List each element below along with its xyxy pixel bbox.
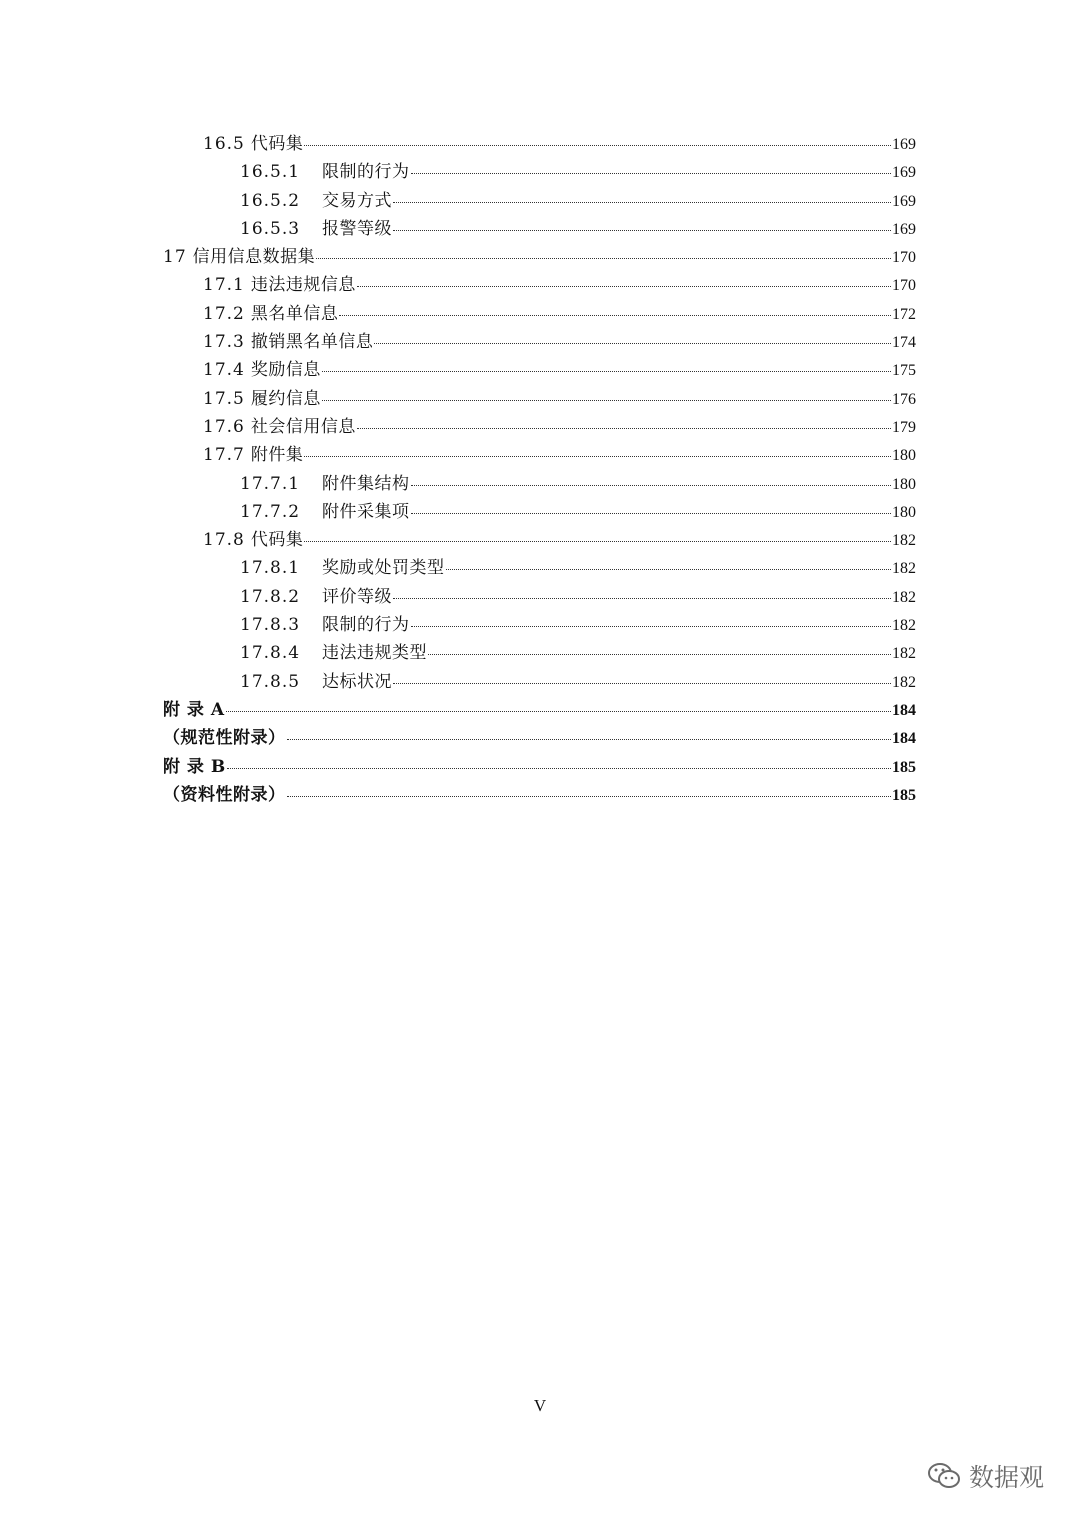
toc-entry-page: 180 [892, 503, 916, 521]
toc-entry-number: 17.8 [203, 530, 245, 551]
toc-entry-page: 170 [892, 249, 916, 267]
toc-entry-page: 169 [892, 220, 916, 238]
toc-entry-title: 报警等级 [322, 218, 392, 239]
toc-entry-title: 附 录 A [163, 699, 225, 720]
toc-entry[interactable] [163, 554, 916, 582]
toc-entry[interactable] [163, 470, 916, 498]
toc-entry-title: 限制的行为 [322, 162, 410, 183]
toc-entry-title: 达标状况 [322, 671, 392, 692]
toc-leader-dots [411, 513, 892, 514]
watermark [927, 1458, 1044, 1494]
toc-entry-number: 17.8.4 [240, 643, 301, 664]
toc-leader-dots [226, 711, 891, 712]
toc-entry-number: 16.5.2 [240, 190, 301, 211]
toc-entry-title: 附 录 B [163, 756, 226, 777]
toc-entry-title: 黑名单信息 [250, 303, 339, 324]
toc-entry-title: 交易方式 [322, 190, 392, 211]
toc-entry-title: 评价等级 [322, 586, 392, 607]
toc-entry-number: 16.5 [203, 134, 245, 154]
toc-entry-number: 17.5 [203, 388, 245, 409]
toc-leader-dots [393, 683, 891, 684]
toc-entry-page: 169 [892, 192, 916, 210]
toc-entry-title: 违法违规信息 [250, 275, 356, 296]
toc-entry-title: 社会信用信息 [250, 416, 356, 437]
toc-entry-page: 184 [892, 701, 916, 719]
toc-entry[interactable] [163, 158, 916, 186]
toc-leader-dots [393, 598, 891, 599]
toc-leader-dots [316, 258, 891, 259]
toc-entry-number: 17.8.2 [240, 586, 301, 607]
toc-leader-dots [393, 230, 891, 231]
toc-leader-dots [411, 485, 892, 486]
toc-entry-page: 170 [892, 277, 916, 295]
toc-entry-page: 176 [892, 390, 916, 408]
toc-entry-number: 17.1 [203, 275, 245, 296]
toc-leader-dots [287, 796, 892, 797]
toc-entry-title: 代码集 [250, 530, 304, 551]
toc-entry-page: 185 [892, 786, 916, 804]
wechat-icon [927, 1461, 961, 1491]
toc-entry[interactable] [163, 385, 916, 413]
toc-entry-page: 172 [892, 305, 916, 323]
toc-entry-page: 174 [892, 334, 916, 352]
page-number: V [533, 1396, 547, 1415]
toc-entry-number: 17.8.3 [240, 615, 301, 636]
toc-entry[interactable] [163, 753, 916, 781]
toc-leader-dots [411, 173, 892, 174]
toc-entry-page: 175 [892, 362, 916, 380]
toc-entry[interactable] [163, 441, 916, 469]
toc-entry-title: 限制的行为 [322, 615, 410, 636]
toc-leader-dots [357, 286, 891, 287]
toc-entry[interactable] [163, 668, 916, 696]
toc-leader-dots [304, 456, 891, 457]
toc-entry[interactable] [163, 356, 916, 384]
toc-entry-title: 附件采集项 [322, 501, 410, 522]
toc-entry-page: 169 [892, 164, 916, 182]
toc-entry[interactable] [163, 187, 916, 215]
toc-entry-title: 奖励信息 [250, 360, 321, 381]
toc-leader-dots [304, 145, 891, 146]
toc-entry-title: 附件集 [250, 445, 304, 466]
toc-entry[interactable] [163, 130, 916, 158]
toc-entry-title: 代码集 [250, 134, 304, 154]
toc-leader-dots [322, 371, 891, 372]
toc-entry-title: 信用信息数据集 [192, 247, 316, 268]
toc-entry[interactable] [163, 271, 916, 299]
toc-leader-dots [287, 739, 892, 740]
toc-entry-page: 182 [892, 560, 916, 578]
toc-entry-page: 180 [892, 475, 916, 493]
toc-entry-number: 17.8.1 [240, 558, 301, 579]
toc-entry-title: 附件集结构 [322, 473, 410, 494]
toc-entry-page: 169 [892, 136, 916, 153]
toc-leader-dots [393, 202, 891, 203]
toc-entry-title: 奖励或处罚类型 [322, 558, 445, 579]
toc-entry[interactable] [163, 639, 916, 667]
toc-entry-page: 180 [892, 447, 916, 465]
toc-entry-number: 17 [163, 247, 187, 268]
toc-entry[interactable] [163, 526, 916, 554]
toc-entry[interactable] [163, 243, 916, 271]
toc-entry-number: 17.7.1 [240, 473, 301, 494]
toc-entry[interactable] [163, 328, 916, 356]
toc-entry[interactable] [163, 696, 916, 724]
toc-leader-dots [374, 343, 891, 344]
toc-entry-number: 16.5.1 [240, 162, 301, 183]
toc-leader-dots [339, 315, 891, 316]
toc-entry-number: 17.7 [203, 445, 245, 466]
toc-entry-page: 182 [892, 532, 916, 550]
toc-leader-dots [304, 541, 891, 542]
toc-entry-title: 违法违规类型 [322, 643, 427, 664]
toc-leader-dots [446, 569, 892, 570]
toc-entry[interactable] [163, 611, 916, 639]
toc-leader-dots [428, 654, 891, 655]
toc-entry-page: 182 [892, 673, 916, 691]
toc-entry-page: 182 [892, 617, 916, 635]
toc-entry[interactable] [163, 300, 916, 328]
toc-leader-dots [357, 428, 891, 429]
toc-entry-page: 182 [892, 645, 916, 663]
toc-leader-dots [411, 626, 892, 627]
toc-entry-page: 179 [892, 418, 916, 436]
toc-entry-number: 17.6 [203, 416, 245, 437]
toc-entry-page: 185 [892, 758, 916, 776]
toc-entry[interactable] [163, 724, 916, 752]
toc-entry-page: 184 [892, 730, 916, 748]
toc-entry[interactable] [163, 413, 916, 441]
toc-entry-number: 17.4 [203, 360, 245, 381]
toc-leader-dots [322, 400, 891, 401]
toc-entry-title: 撤销黑名单信息 [250, 332, 374, 353]
toc-entry[interactable] [163, 781, 916, 809]
toc-leader-dots [227, 768, 891, 769]
toc-entry[interactable] [163, 498, 916, 526]
watermark-text: 数据观 [968, 1463, 1044, 1492]
toc-entry-number: 17.2 [203, 303, 245, 324]
toc-entry[interactable] [163, 215, 916, 243]
toc-entry-number: 17.7.2 [240, 501, 301, 522]
toc-entry-title: （资料性附录） [163, 784, 286, 805]
toc-entry-number: 16.5.3 [240, 218, 301, 239]
toc-entry-number: 17.3 [203, 332, 245, 353]
toc-entry[interactable] [163, 583, 916, 611]
toc-entry-page: 182 [892, 588, 916, 606]
toc-entry-title: 履约信息 [250, 388, 321, 409]
toc-entry-title: （规范性附录） [163, 728, 286, 749]
toc-entry-number: 17.8.5 [240, 671, 301, 692]
table-of-contents [163, 130, 916, 809]
